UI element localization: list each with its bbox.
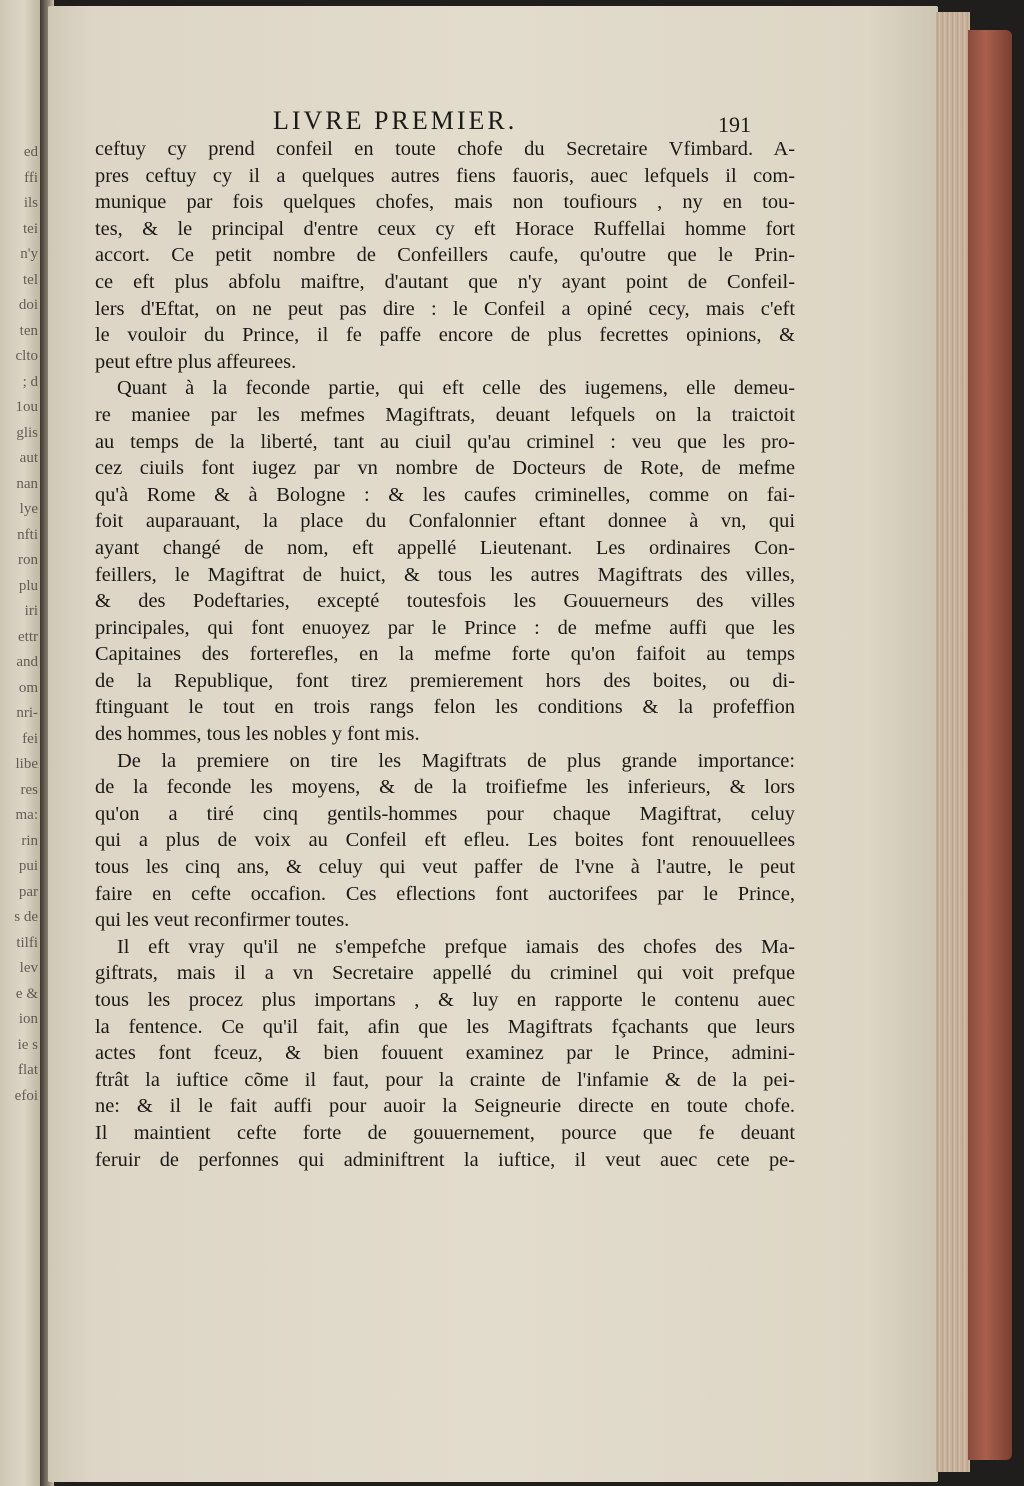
text-line: ne: & il le fait auffi pour auoir la Seigneurie directe en toute chofe. [95, 1095, 795, 1118]
text-line: tes, & le principal d'entre ceux cy eft Horace Ruffellai homme fort [95, 217, 795, 240]
text-line: re maniee par les mefmes Magiftrats, deuant lefquels on la traictoit [95, 403, 795, 426]
left-page-fragment: om [18, 679, 38, 696]
left-facing-page [0, 0, 40, 1486]
left-page-fragment: rin [21, 832, 38, 849]
text-line: le vouloir du Prince, il fe paffe encore de plus fecrettes opinions, & [95, 324, 795, 347]
text-line: actes font fceuz, & bien fouuent examinez par le Prince, admini- [95, 1042, 795, 1065]
left-page-fragment: pui [18, 858, 38, 874]
text-line: ce eft plus abfolu maiftre, d'autant que n'y ayant point de Confeil- [95, 270, 795, 293]
left-page-fragment: ed [23, 144, 38, 160]
running-head: LIVRE PREMIER. [273, 106, 518, 135]
text-line: feillers, le Magiftrat de huict, & tous les autres Magiftrats des villes, [95, 563, 795, 586]
left-page-fragment: ils [23, 195, 38, 211]
text-line: Il eft vray qu'il ne s'empefche prefque iamais des chofes des Ma- [117, 935, 795, 958]
left-page-fragment: ettr [18, 628, 38, 645]
left-page-fragment: tilfi [16, 934, 38, 951]
body-text [95, 136, 795, 1173]
left-page-fragment: ten [19, 322, 38, 339]
text-line: accort. Ce petit nombre de Confeillers caufe, qu'outre que le Prin- [95, 244, 795, 267]
text-line: qu'on a tiré cinq gentils-hommes pour chaque Magiftrat, celuy [95, 802, 795, 825]
left-page-fragment: tei [23, 220, 38, 237]
left-page-fragment: nfti [17, 526, 38, 543]
text-line: Capitaines des forterefles, en la mefme forte qu'on faifoit au temps [95, 643, 795, 666]
left-page-fragment: nan [16, 475, 38, 492]
left-page-fragment: doi [18, 297, 38, 313]
left-page-fragment: fei [22, 730, 38, 747]
text-line: De la premiere on tire les Magiftrats de plus grande importance: [117, 749, 795, 772]
left-page-fragment: nri- [16, 705, 38, 721]
page-number: 191 [718, 112, 751, 137]
left-page-fragment: plu [18, 577, 38, 594]
text-line: tous les cinq ans, & celuy qui veut paffer de l'vne à l'autre, le peut [95, 856, 795, 879]
text-line: ftinguant le tout en trois rangs felon les conditions & la profeffion [95, 696, 795, 719]
text-line: ayant changé de nom, eft appellé Lieutenant. Les ordinaires Con- [95, 536, 795, 559]
left-page-fragment: ; d [22, 373, 38, 390]
text-line: principales, qui font enuoyez par le Prince : de mefme auffi que les [95, 616, 795, 639]
text-line: foit auparauant, la place du Confalonnier eftant donnee à vn, qui [95, 510, 795, 533]
left-page-fragment: ron [18, 552, 38, 568]
right-page [48, 6, 938, 1482]
left-page-fragment: n'y [20, 246, 38, 262]
text-line: Quant à la feconde partie, qui eft celle des iugemens, elle demeu- [117, 377, 795, 400]
text-line: qui a plus de voix au Confeil eft efleu. Les boites font renouuellees [95, 829, 795, 852]
left-page-fragment: glis [16, 424, 38, 441]
text-line: qui les veut reconfirmer toutes. [95, 909, 350, 932]
left-page-fragment: clto [15, 348, 38, 364]
left-page-fragment: efoi [14, 1087, 38, 1104]
left-page-fragment: ion [18, 1011, 38, 1027]
text-line: cez ciuils font iugez par vn nombre de Docteurs de Rote, de mefme [95, 457, 795, 480]
left-page-fragment: lye [19, 501, 38, 517]
text-line: Il maintient cefte forte de gouuernement, pource que fe deuant [95, 1121, 795, 1144]
text-line: feruir de perfonnes qui adminiftrent la iuftice, il veut auec cete pe- [95, 1148, 795, 1171]
left-page-fragment: par [18, 883, 38, 900]
text-line: qu'à Rome & à Bologne : & les caufes criminelles, comme on fai- [95, 483, 795, 506]
text-line: des hommes, tous les nobles y font mis. [95, 723, 420, 746]
left-page-fragment: s de [14, 909, 38, 925]
left-page-fragment: ma: [15, 807, 38, 823]
left-page-fragment: 1ou [15, 399, 38, 415]
text-line: giftrats, mais il a vn Secretaire appellé du criminel qui voit prefque [95, 962, 795, 985]
book-cover-edge [968, 30, 1012, 1460]
left-page-fragment: res [20, 781, 38, 798]
left-page-fragment: lev [19, 960, 38, 976]
text-line: & des Podeftaries, excepté toutesfois les Gouuerneurs des villes [95, 590, 795, 613]
text-line: munique par fois quelques chofes, mais non toufiours , ny en tou- [95, 191, 795, 214]
left-page-fragment: and [16, 654, 38, 670]
text-line: la fentence. Ce qu'il fait, afin que les Magiftrats fçachants que leurs [95, 1015, 795, 1038]
left-page-fragment: libe [15, 756, 38, 772]
text-line: peut eftre plus affeurees. [95, 350, 297, 373]
text-line: de la feconde les moyens, & de la troifiefme les inferieurs, & lors [95, 776, 795, 799]
text-line: faire en cefte occafion. Ces eflections font auctorifees par le Prince, [95, 882, 795, 905]
left-page-text-fragments [0, 140, 40, 1109]
text-line: ceftuy cy prend confeil en toute chofe du Secretaire Vfimbard. A- [95, 138, 795, 160]
text-line: de la Republique, font tirez premierement hors des boites, ou di- [95, 669, 795, 692]
left-page-fragment: tel [23, 271, 38, 288]
text-line: lers d'Eftat, on ne peut pas dire : le Confeil a opiné cecy, mais c'eft [95, 297, 795, 320]
text-line: tous les procez plus importans , & luy en rapporte le contenu auec [95, 989, 795, 1011]
left-page-fragment: ie s [17, 1036, 38, 1053]
page-fore-edge [936, 12, 970, 1472]
left-page-fragment: e & [15, 985, 38, 1002]
left-page-fragment: flat [18, 1062, 38, 1078]
text-line: ftrât la iuftice cõme il faut, pour la crainte de l'infamie & de la pei- [95, 1068, 795, 1091]
left-page-fragment: iri [24, 603, 38, 619]
left-page-fragment: aut [19, 450, 38, 466]
left-page-fragment: ffi [24, 169, 38, 186]
text-line: pres ceftuy cy il a quelques autres fiens fauoris, auec lefquels il com- [95, 164, 795, 187]
text-line: au temps de la liberté, tant au ciuil qu'au criminel : veu que les pro- [95, 430, 795, 453]
